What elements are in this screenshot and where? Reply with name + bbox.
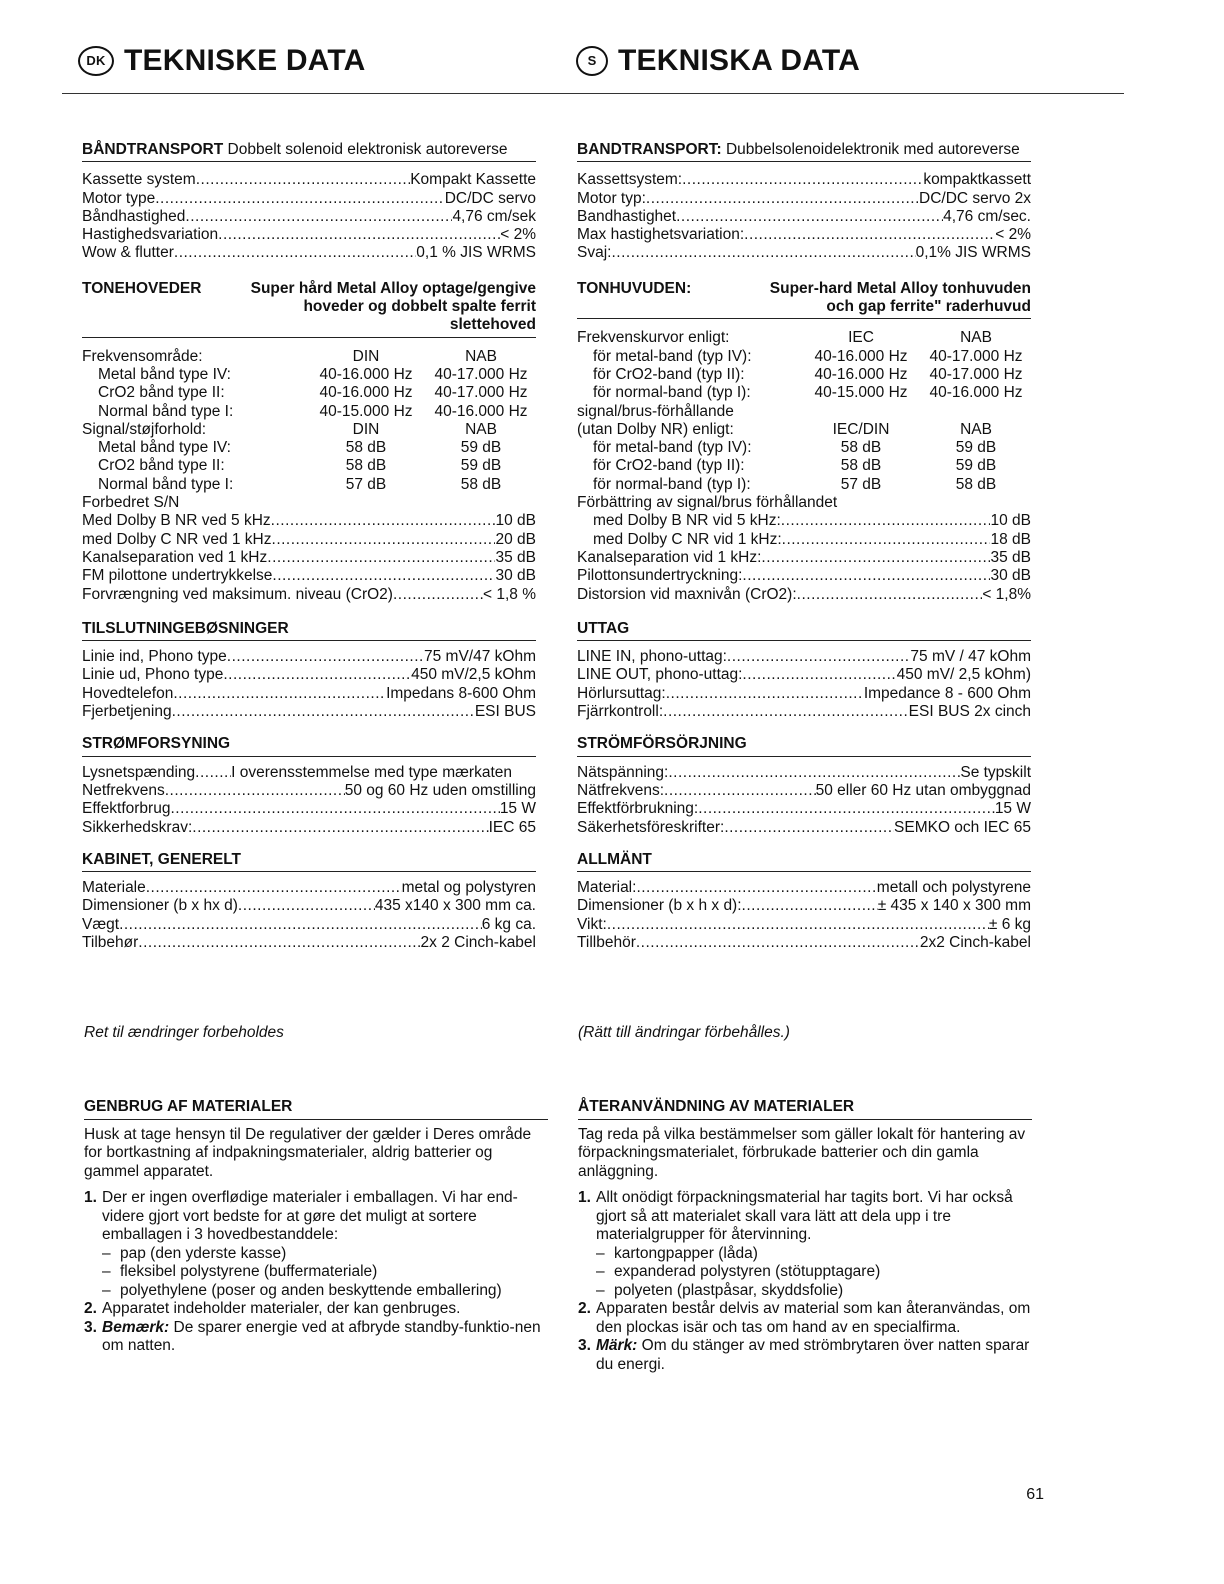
s-title: TEKNISKA DATA (618, 44, 861, 77)
dk-conn-rows: Linie ind, Phono type ..... 75 mV/47 kOhm Linie ud, Phono type ..... 450 mV/2,5 kOhm Hovedtelefon ..... Impedans 8-600 Ohm Fjerbetjening ..... ESI BUS (82, 648, 536, 721)
s-specs (577, 141, 1031, 952)
s-heads-rows: Frekvenskurvor enligt: IEC NAB för metal-band (typ IV): 40-16.000 Hz 40-17.000 Hz för CrO2-band (typ II): 40-16.000 Hz 40-17.000 Hz för normal-band (typ I): 40-15.000 Hz 40-16.000 Hz signal/brus-förhållande (utan Dolby NR) enligt: IEC/DIN NAB för metal-band (typ IV): 58 dB 59 dB för CrO2-band (typ II): 58 dB 59 dB för normal-band (typ I): 57 dB 58 dB Förbättring av signal/brus förhållandet med Dolby B NR vid 5 kHz: ..... 10 dB med Dolby C NR vid 1 kHz: ..... 18 dB Kanalseparation vid 1 kHz: ..... 35 dB Pilottonsundertryckning: ..... 30 dB Distorsion vid maxnivån (CrO2): ..... < 1,8% (577, 329, 1031, 603)
dk-cab-rows: Materiale ..... metal og polystyren Dimensioner (b x hx d) ..... 435 x140 x 300 mm ca. Vægt ..... 6 kg ca. Tilbehør ..... 2x 2 Cinch-kabel (82, 879, 536, 952)
list-item: 2. Apparaten består delvis av material som kan återanvändas, om den plockas isär och tas om hand av en specialfirma. (578, 1300, 1031, 1336)
s-header (576, 44, 860, 78)
dk-power-rows: Lysnetspænding ..... I overensstemmelse med type mærkaten Netfrekvens ..... 50 og 60 Hz uden omstilling Effektforbrug ..... 15 W Sikkerhedskrav: ..... IEC 65 (82, 764, 536, 837)
s-recycle-intro: Tag reda på vilka bestämmelser som gäller lokalt för hantering av förpackningsmaterialet, förbrukade batterier och din gamla anläggning. (578, 1125, 1026, 1180)
dk-recycle-list (84, 1189, 548, 1356)
dk-badge: DK (78, 46, 114, 76)
header-rule (62, 93, 1124, 94)
s-recycle-heading: ÅTERANVÄNDNING AV MATERIALER (578, 1098, 1032, 1120)
s-power-heading: STRÖMFÖRSÖRJNING (577, 735, 1031, 756)
page-number: 61 (1026, 1486, 1044, 1503)
dk-specs (82, 141, 536, 952)
spec-row: Kassette system ..... Kompakt Kassette (82, 171, 536, 189)
spec-row: Hastighedsvariation ..... < 2% (82, 226, 536, 244)
dk-recycle-intro: Husk at tage hensyn til De regulativer der gælder i Deres område for bortkastning af indpakningsmaterialer, aldrig batterier og gammel apparatet. (84, 1125, 532, 1180)
s-cab-heading: ALLMÄNT (577, 851, 1031, 872)
s-badge: S (576, 46, 608, 76)
spec-row: Wow & flutter ..... 0,1 % JIS WRMS (82, 244, 536, 262)
s-heads-heading: TONHUVUDEN: Super-hard Metal Alloy tonhuvuden och gap ferrite" raderhuvud (577, 280, 1031, 320)
s-band-heading: BANDTRANSPORT: Dubbelsolenoidelektronik med autoreverse (577, 141, 1031, 162)
dk-heads-rows: Frekvensområde: DIN NAB Metal bånd type IV: 40-16.000 Hz 40-17.000 Hz CrO2 bånd type II: 40-16.000 Hz 40-17.000 Hz Normal bånd type I: 40-15.000 Hz 40-16.000 Hz Signal/støjforhold: DIN NAB Metal bånd type IV: 58 dB 59 dB CrO2 bånd type II: 58 dB 59 dB Normal bånd type I: 57 dB 58 dB Forbedret S/N Med Dolby B NR ved 5 kHz ..... 10 dB med Dolby C NR ved 1 kHz ..... 20 dB Kanalseparation ved 1 kHz ..... 35 dB FM pilottone undertrykkelse ..... 30 dB Forvrængning ved maksimum. niveau (CrO2) ..... < 1,8 % (82, 348, 536, 604)
list-item: 1. Allt onödigt förpackningsmaterial har tagits bort. Vi har också gjort så att materialet skall vara lätt att dela upp i tre materialgrupper för återvinning. – kartongpapper (låda) – expanderad polystyren (stötupptagare) – polyeten (plastpåsar, skyddsfolie) (578, 1189, 1032, 1300)
s-recycle-list (578, 1189, 1032, 1374)
dk-heads-heading: TONEHOVEDER Super hård Metal Alloy optage/gengive hoveder og dobbelt spalte ferrit slettehoved (82, 280, 536, 338)
list-item: 1. Der er ingen overflødige materialer i emballagen. Vi har end-videre gjort vort bedste for at gøre det muligt at sortere emballagen i 3 hovedbestanddele: – pap (den yderste kasse) – fleksibel polystyrene (buffermateriale) – polyethylene (poser og anden beskyttende emballering) (84, 1189, 548, 1300)
s-cab-rows: Material: ..... metall och polystyrene Dimensioner (b x h x d): ..... ± 435 x 140 x 300 mm Vikt: ..... ± 6 kg Tillbehör ..... 2x2 Cinch-kabel (577, 879, 1031, 952)
dk-recycle (84, 1098, 548, 1356)
spec-row: Båndhastighed ..... 4,76 cm/sek (82, 208, 536, 226)
s-conn-rows: LINE IN, phono-uttag: ..... 75 mV / 47 kOhm LINE OUT, phono-uttag: ..... 450 mV/ 2,5 kOhm) Hörlursuttag: ..... Impedance 8 - 600 Ohm Fjärrkontroll: ..... ESI BUS 2x cinch (577, 648, 1031, 721)
list-item: 3. Märk: Om du stänger av med strömbrytaren över natten sparar du energi. (578, 1337, 1030, 1373)
dk-title: TEKNISKE DATA (124, 44, 366, 77)
dk-band-rows (82, 171, 536, 262)
dk-power-heading: STRØMFORSYNING (82, 735, 536, 756)
s-conn-heading: UTTAG (577, 620, 1031, 641)
dk-note: Ret til ændringer forbeholdes (84, 1024, 284, 1041)
dk-header (78, 44, 366, 78)
s-note: (Rätt till ändringar förbehålles.) (578, 1024, 790, 1041)
list-item: 2. Apparatet indeholder materialer, der kan genbruges. (84, 1300, 461, 1317)
dk-band-heading: BÅNDTRANSPORT Dobbelt solenoid elektronisk autoreverse (82, 141, 536, 162)
dk-cab-heading: KABINET, GENERELT (82, 851, 536, 872)
spec-row: Motor type ..... DC/DC servo (82, 190, 536, 208)
dk-recycle-heading: GENBRUG AF MATERIALER (84, 1098, 548, 1120)
list-item: 3. Bemærk: De sparer energie ved at afbryde standby-funktio-nen om natten. (84, 1318, 541, 1354)
dk-conn-heading: TILSLUTNINGEBØSNINGER (82, 620, 536, 641)
s-band-rows: Kassettsystem: ..... kompaktkassett Motor typ: ..... DC/DC servo 2x Bandhastighet ..... 4,76 cm/sec. Max hastighetsvariation: ..... < 2% Svaj: ..... 0,1% JIS WRMS (577, 171, 1031, 262)
s-power-rows: Nätspänning: ..... Se typskilt Nätfrekvens: ..... 50 eller 60 Hz utan ombyggnad Effektförbrukning: ..... 15 W Säkerhetsföreskrifter: ..... SEMKO och IEC 65 (577, 764, 1031, 837)
s-recycle (578, 1098, 1032, 1374)
